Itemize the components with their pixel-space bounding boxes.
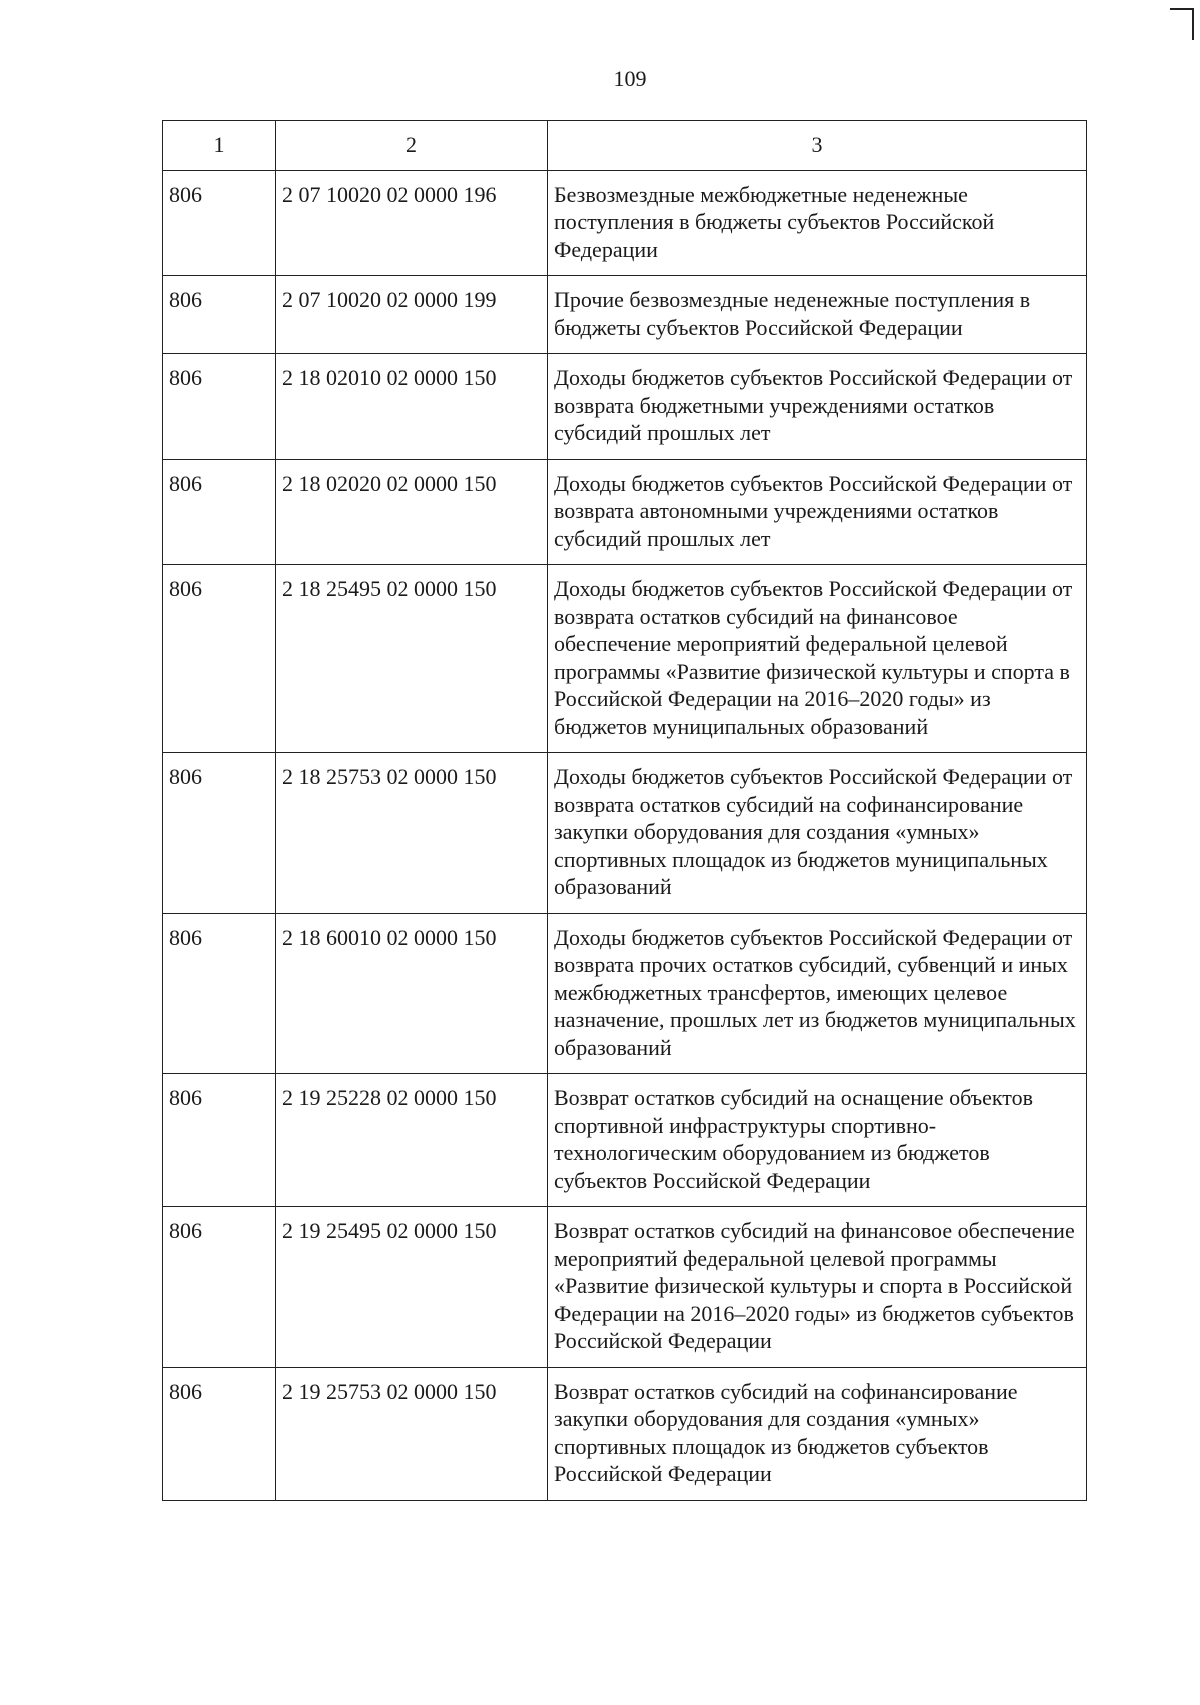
column-header-2: 2 xyxy=(276,121,548,171)
revenue-name-cell: Возврат остатков субсидий на финансовое обеспечение мероприятий федеральной целевой программы «Развитие физической культуры и спорта в Российской Федерации на 2016–2020 годы» из бюджетов субъектов Российской Федерации xyxy=(548,1207,1087,1368)
table-row xyxy=(163,913,1087,1074)
table-header-row xyxy=(163,121,1087,171)
revenue-name-cell: Доходы бюджетов субъектов Российской Федерации от возврата автономными учреждениями остатков субсидий прошлых лет xyxy=(548,459,1087,565)
revenue-name-cell: Безвозмездные межбюджетные неденежные поступления в бюджеты субъектов Российской Федерации xyxy=(548,170,1087,276)
revenue-name-cell: Возврат остатков субсидий на оснащение объектов спортивной инфраструктуры спортивно-технологическим оборудованием из бюджетов субъектов Российской Федерации xyxy=(548,1074,1087,1207)
table-row xyxy=(163,1367,1087,1500)
admin-code-cell: 806 xyxy=(163,753,276,914)
table-row xyxy=(163,753,1087,914)
revenue-code-cell: 2 18 02020 02 0000 150 xyxy=(276,459,548,565)
table-row xyxy=(163,459,1087,565)
admin-code-cell: 806 xyxy=(163,1367,276,1500)
revenue-name-cell: Доходы бюджетов субъектов Российской Федерации от возврата бюджетными учреждениями остатков субсидий прошлых лет xyxy=(548,354,1087,460)
table-row xyxy=(163,354,1087,460)
revenue-name-cell: Доходы бюджетов субъектов Российской Федерации от возврата остатков субсидий на софинансирование закупки оборудования для создания «умных» спортивных площадок из бюджетов муниципальных образований xyxy=(548,753,1087,914)
column-header-1: 1 xyxy=(163,121,276,171)
admin-code-cell: 806 xyxy=(163,913,276,1074)
revenue-code-cell: 2 18 60010 02 0000 150 xyxy=(276,913,548,1074)
revenue-code-cell: 2 07 10020 02 0000 196 xyxy=(276,170,548,276)
revenue-name-cell: Возврат остатков субсидий на софинансирование закупки оборудования для создания «умных» спортивных площадок из бюджетов субъектов Российской Федерации xyxy=(548,1367,1087,1500)
table-row xyxy=(163,276,1087,354)
admin-code-cell: 806 xyxy=(163,459,276,565)
table-row xyxy=(163,170,1087,276)
corner-crop-mark xyxy=(1170,8,1194,40)
budget-code-table xyxy=(162,120,1087,1501)
admin-code-cell: 806 xyxy=(163,354,276,460)
table-row xyxy=(163,1207,1087,1368)
table-row xyxy=(163,1074,1087,1207)
revenue-code-cell: 2 19 25753 02 0000 150 xyxy=(276,1367,548,1500)
revenue-code-cell: 2 19 25495 02 0000 150 xyxy=(276,1207,548,1368)
revenue-name-cell: Прочие безвозмездные неденежные поступления в бюджеты субъектов Российской Федерации xyxy=(548,276,1087,354)
admin-code-cell: 806 xyxy=(163,1074,276,1207)
revenue-name-cell: Доходы бюджетов субъектов Российской Федерации от возврата прочих остатков субсидий, субвенций и иных межбюджетных трансфертов, имеющих целевое назначение, прошлых лет из бюджетов муниципальных образований xyxy=(548,913,1087,1074)
revenue-code-cell: 2 18 02010 02 0000 150 xyxy=(276,354,548,460)
admin-code-cell: 806 xyxy=(163,276,276,354)
table-row xyxy=(163,565,1087,753)
admin-code-cell: 806 xyxy=(163,565,276,753)
revenue-code-cell: 2 18 25495 02 0000 150 xyxy=(276,565,548,753)
revenue-code-cell: 2 07 10020 02 0000 199 xyxy=(276,276,548,354)
revenue-name-cell: Доходы бюджетов субъектов Российской Федерации от возврата остатков субсидий на финансовое обеспечение мероприятий федеральной целевой программы «Развитие физической культуры и спорта в Российской Федерации на 2016–2020 годы» из бюджетов муниципальных образований xyxy=(548,565,1087,753)
admin-code-cell: 806 xyxy=(163,1207,276,1368)
page-number: 109 xyxy=(613,66,647,91)
revenue-code-cell: 2 19 25228 02 0000 150 xyxy=(276,1074,548,1207)
revenue-code-cell: 2 18 25753 02 0000 150 xyxy=(276,753,548,914)
admin-code-cell: 806 xyxy=(163,170,276,276)
column-header-3: 3 xyxy=(548,121,1087,171)
